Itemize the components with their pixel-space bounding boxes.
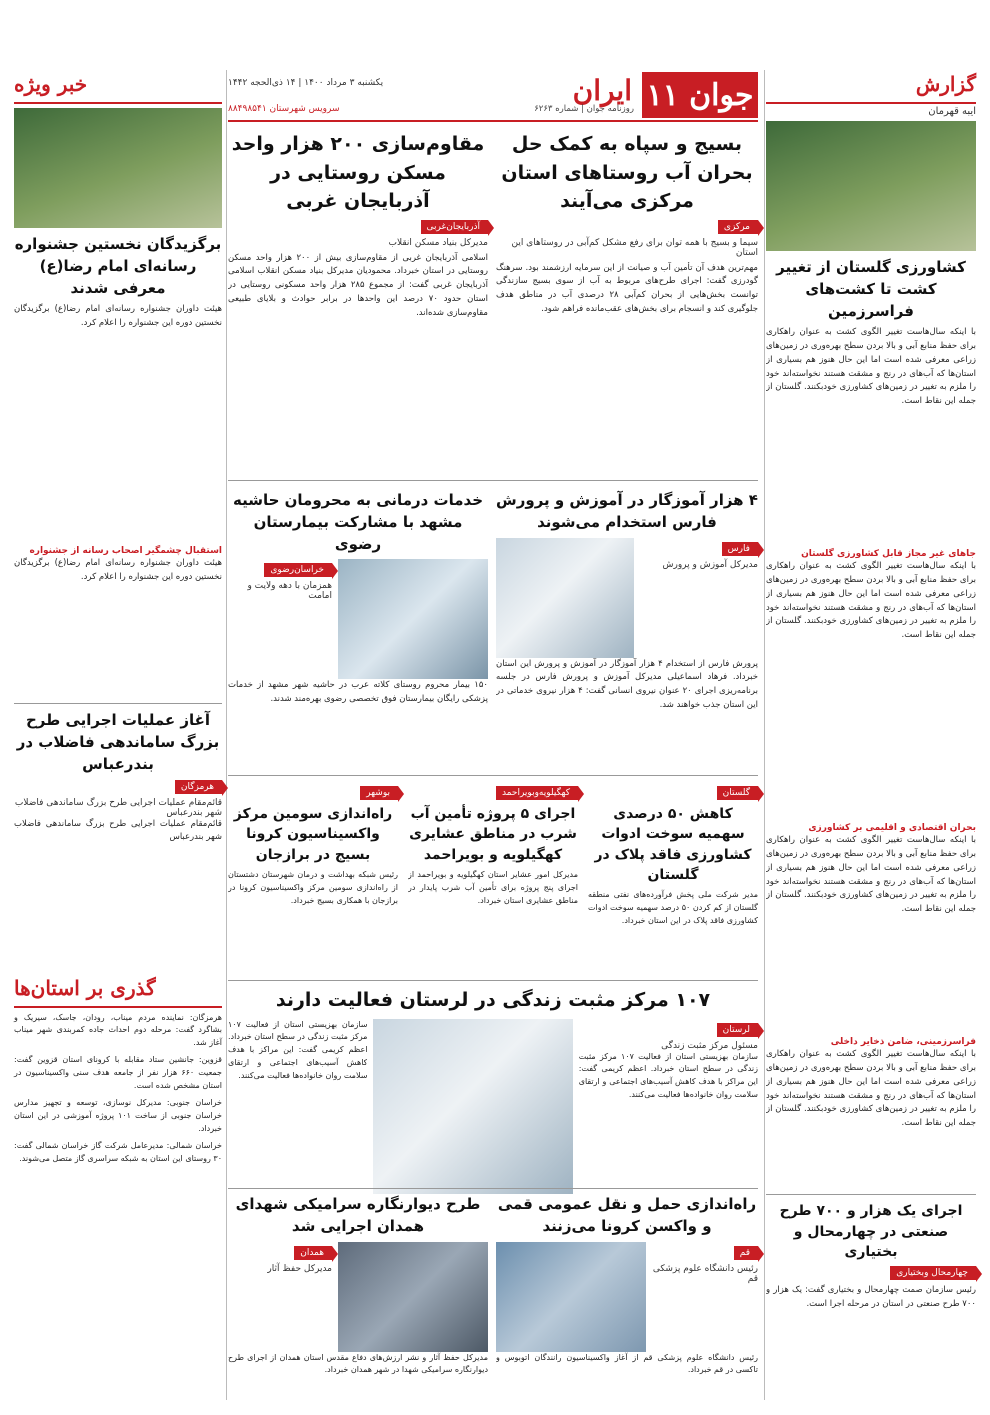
razavi-body: ۱۵۰ بیمار محروم روستای کلاته عرب در حاشیه شهر مشهد از خدمات پزشکی رایگان بیمارستان فوق تخصصی رضوی بهره‌مند شدند.: [228, 680, 488, 705]
special-section-title: خبر ویژه: [14, 72, 88, 96]
qom-story: [496, 1194, 758, 1415]
industry-story: [766, 1194, 976, 1374]
lorestan-body-cont: سازمان بهزیستی استان از فعالیت ۱۰۷ مرکز مثبت زندگی در سطح استان خبرداد. اعظم کریمی گفت: این مراکز با هدف کاهش آسیب‌های اجتماعی و ارتقای سلامت روان خانواده‌ها فعالیت می‌کنند.: [227, 1019, 368, 1081]
divider: [228, 775, 758, 776]
festival-body: هیئت داوران جشنواره رسانه‌ای امام رضا(ع) برگزیدگان نخستین دوره این جشنواره را اعلام کرد.: [14, 558, 222, 583]
lorestan-headline: ۱۰۷ مرکز مثبت زندگی در لرستان فعالیت دارند: [275, 989, 711, 1011]
markazi-headline: بسیج و سپاه به کمک حل بحران آب روستاهای استان مرکزی می‌آیند: [501, 133, 753, 212]
report-body-1: با اینکه سال‌هاست تغییر الگوی کشت به عنوان راهکاری برای حفظ منابع آبی و بالا بردن سطح بهره‌وری در زمین‌های زراعی معرفی شده است اما این حال هنوز هم بسیاری از استان‌ها که آب‌های در رنج و مشقت هستند نخواسته‌اند خود را ملزم به تغییر در زمین‌های کشاورزی خودبکنند. گلستان از جمله این نقاط است.: [766, 561, 976, 641]
azarbaijan-tag: آذربایجان‌غربی: [421, 220, 488, 234]
column-divider: [764, 70, 765, 1400]
lorestan-tag: لرستان: [717, 1023, 758, 1037]
azarbaijan-story: [228, 130, 488, 452]
bushehr-headline: راه‌اندازی سومین مرکز واکسیناسیون کرونا بسیج در برازجان: [233, 806, 393, 863]
kohgiluyeh-body: مدیرکل امور عشایر استان کهگیلویه و بویراحمد از اجرای پنج پروژه برای تأمین آب شرب پایدار در مناطق عشایری استان خبرداد.: [408, 869, 578, 905]
markazi-body: مهم‌ترین هدف آن تأمین آب و صیانت از این سرمایه ارزشمند بود. سرهنگ گودرزی گفت: اجرای طرح‌های مربوط به آب از سوی بسیج سازندگی توانست بخش‌هایی از بحران کم‌آبی ۲۸ درصدی آب در مناطق هدف جلوگیری کند و انسجام برای بخش‌های عقب‌مانده فراهم شود.: [496, 262, 758, 314]
fars-byline: مدیرکل آموزش و پرورش: [662, 559, 758, 570]
golestan-body: مدیر شرکت ملی پخش فرآورده‌های نفتی منطقه گلستان از کم کردن ۵۰ درصد سهمیه سوخت ادوات کشاورزی فاقد پلاک در این استان خبرداد.: [588, 890, 758, 926]
hamedan-body: مدیرکل حفظ آثار و نشر ارزش‌های دفاع مقدس استان همدان از اجرای طرح دیوارنگاره سرامیکی شهدا در شهر همدان خبرداد.: [228, 1352, 488, 1375]
divider: [228, 980, 758, 981]
brief-2: قزوین: جانشین ستاد مقابله با کرونای استان قزوین گفت: جمعیت ۶۶۰ هزار نفر از جامعه هدف سنی واکسیناسیون در استان مشخص شده است.: [14, 1055, 223, 1091]
report-section-title: گزارش: [915, 72, 976, 96]
sewage-body: قائم‌مقام عملیات اجرایی طرح بزرگ ساماندهی فاضلاب شهر بندرعباس: [14, 818, 222, 843]
industry-headline: اجرای یک هزار و ۷۰۰ طرح صنعتی در چهارمحال و بختیاری: [779, 1203, 963, 1260]
report-lead: با اینکه سال‌هاست تغییر الگوی کشت به عنوان راهکاری برای حفظ منابع آبی و بالا بردن سطح بهره‌وری در زمین‌های زراعی معرفی شده است اما این حال هنوز هم بسیاری از استان‌ها که آب‌های در رنج و مشقت هستند نخواسته‌اند خود را ملزم به تغییر در زمین‌های کشاورزی خودبکنند. گلستان از جمله این نقاط است.: [766, 327, 976, 407]
main-news-area: [228, 70, 758, 1405]
special-section-header: [14, 70, 222, 104]
lorestan-byline: مسئول مرکز مثبت زندگی: [661, 1040, 758, 1051]
newspaper-logo: جوان ۱۱: [642, 72, 758, 118]
brief-3: خراسان جنوبی: مدیرکل نوسازی، توسعه و تجهیز مدارس خراسان جنوبی از ساخت ۱۰۱ پروژه آموزشی در این استان خبرداد.: [14, 1098, 222, 1134]
divider: [228, 1188, 758, 1189]
column-divider: [226, 70, 227, 1400]
report-body-3: با اینکه سال‌هاست تغییر الگوی کشت به عنوان راهکاری برای حفظ منابع آبی و بالا بردن سطح بهره‌وری در زمین‌های زراعی معرفی شده است اما این حال هنوز هم بسیاری از استان‌ها که آب‌های در رنج و مشقت هستند نخواسته‌اند خود را ملزم به تغییر در زمین‌های کشاورزی خودبکنند. گلستان از جمله این نقاط است.: [766, 1049, 976, 1129]
fars-story: [496, 490, 758, 768]
festival-subhead: استقبال چشمگیر اصحاب رسانه از جشنواره: [29, 546, 222, 557]
festival-photo: [14, 108, 222, 228]
kohgiluyeh-tag: کهگیلویه‌وبویراحمد: [496, 786, 578, 800]
report-body-2: با اینکه سال‌هاست تغییر الگوی کشت به عنوان راهکاری برای حفظ منابع آبی و بالا بردن سطح بهره‌وری در زمین‌های زراعی معرفی شده است اما این حال هنوز هم بسیاری از استان‌ها که آب‌های در رنج و مشقت هستند نخواسته‌اند خود را ملزم به تغییر در زمین‌های کشاورزی خودبکنند. گلستان از جمله این نقاط است.: [766, 835, 976, 915]
divider: [228, 480, 758, 481]
report-headline: کشاورزی گلستان از تغییر کشت تا کشت‌های فراسرزمین: [776, 258, 966, 320]
markazi-story: [496, 130, 758, 462]
qom-byline: رئیس دانشگاه علوم پزشکی قم: [652, 1263, 758, 1284]
hamedan-tag: همدان: [294, 1246, 332, 1260]
lorestan-body: سازمان بهزیستی استان از فعالیت ۱۰۷ مرکز مثبت زندگی در سطح استان خبرداد. اعظم کریمی گفت: این مراکز با هدف کاهش آسیب‌های اجتماعی و ارتقای سلامت روان خانواده‌ها فعالیت می‌کنند.: [578, 1051, 758, 1100]
qom-body: رئیس دانشگاه علوم پزشکی قم از آغاز واکسیناسیون رانندگان اتوبوس و تاکسی در قم خبرداد.: [496, 1352, 758, 1375]
razavi-headline: خدمات درمانی به محرومان حاشیه مشهد با مشارکت بیمارستان رضوی: [232, 491, 484, 553]
special-news-column: [14, 70, 222, 1405]
kohgiluyeh-headline: اجرای ۵ پروژه تأمین آب شرب در مناطق عشایری کهگیلویه و بویراحمد: [409, 806, 577, 863]
report-section-header: [766, 70, 976, 104]
sewage-story: [14, 703, 222, 967]
sewage-tag: هرمزگان: [175, 780, 222, 794]
golestan-tag: گلستان: [717, 786, 758, 800]
vaccination-photo: [496, 1242, 646, 1352]
report-subhead-3: فراسرزمینی، ضامن ذخایر داخلی: [830, 1037, 976, 1048]
fars-body: پرورش فارس از استخدام ۴ هزار آموزگار در آموزش و پرورش این استان خبرداد. فرهاد اسماعیلی مدیرکل آموزش و پرورش فارس در جلسه برنامه‌ریزی اجرای ۲۰ عنوان نیروی انسانی گفت: ۴ هزار نیروی خدماتی در این استان جذب خواهند شد.: [496, 658, 758, 710]
clinic-photo: [338, 559, 488, 679]
razavi-tag: خراسان‌رضوی: [264, 563, 332, 577]
classroom-photo: [496, 538, 634, 658]
provinces-section-header: [14, 974, 222, 1008]
report-author: ایبه قهرمان: [928, 106, 976, 117]
report-subhead-1: جاهای غیر مجاز قابل کشاورزی گلستان: [801, 549, 976, 560]
hamedan-headline: طرح دیوارنگاره سرامیکی شهدای همدان اجرایی شد: [235, 1195, 481, 1235]
farm-photo: [766, 121, 976, 251]
markazi-tag: مرکزی: [718, 220, 758, 234]
sewage-headline: آغاز عملیات اجرایی طرح بزرگ ساماندهی فاضلاب در بندرعباس: [16, 711, 220, 773]
razavi-story: [228, 490, 488, 789]
qom-tag: قم: [734, 1246, 758, 1260]
lorestan-story: [228, 986, 758, 1194]
markazi-byline: سیما و بسیج با همه توان برای رفع مشکل کم‌آبی در روستاهای این استان: [511, 237, 758, 258]
issue-date: یکشنبه ۳ مرداد ۱۴۰۰ | ۱۴ ذی‌الحجه ۱۴۴۲: [228, 78, 384, 88]
page-brand: ایران: [572, 74, 632, 107]
sewage-byline: قائم‌مقام عملیات اجرایی طرح بزرگ ساماندهی فاضلاب شهر بندرعباس: [14, 797, 222, 818]
provinces-section-title: گذری بر استان‌ها: [14, 975, 156, 1000]
qom-headline: راه‌اندازی حمل و نقل عمومی قمی و واکسن کرونا می‌زنند: [497, 1195, 757, 1235]
mural-photo: [338, 1242, 488, 1352]
hamedan-byline: مدیرکل حفظ آثار: [267, 1263, 332, 1274]
brief-4: خراسان شمالی: مدیرعامل شرکت گاز خراسان شمالی گفت: ۳۰ روستای این استان به شبکه سراسری گاز متصل می‌شوند.: [14, 1141, 222, 1164]
fars-headline: ۴ هزار آموزگار در آموزش و پرورش فارس استخدام می‌شوند: [496, 491, 758, 531]
report-column: [766, 70, 976, 1405]
golestan-headline: کاهش ۵۰ درصدی سهمیه سوخت ادوات کشاورزی فاقد پلاک در گلستان: [594, 806, 752, 883]
bushehr-tag: بوشهر: [360, 786, 398, 800]
festival-lead: هیئت داوران جشنواره رسانه‌ای امام رضا(ع) برگزیدگان نخستین دوره این جشنواره را اعلام کرد.: [14, 304, 222, 329]
industry-lead: رئیس سازمان صمت چهارمحال و بختیاری گفت: یک هزار و ۷۰۰ طرح صنعتی در استان در مرحله اجرا است.: [766, 1285, 976, 1309]
report-subhead-2: بحران اقتصادی و اقلیمی بر کشاورزی: [808, 823, 976, 834]
industry-tag: چهارمحال وبختیاری: [890, 1266, 976, 1280]
hamedan-story: [228, 1194, 488, 1415]
fars-tag: فارس: [722, 542, 758, 556]
azarbaijan-byline: مدیرکل بنیاد مسکن انقلاب: [388, 237, 488, 248]
azarbaijan-headline: مقاوم‌سازی ۲۰۰ هزار واحد مسکن روستایی در آذربایجان غربی: [231, 133, 485, 212]
issue-number: روزنامه جوان | شماره ۶۲۶۳: [534, 104, 634, 114]
azarbaijan-body: اسلامی آذربایجان غربی از مقاوم‌سازی بیش از ۲۰۰ هزار واحد مسکن روستایی در استان خبرداد. محمودیان مدیرکل بنیاد مسکن انقلاب اسلامی آذربایجان غربی گفت: از مجموع ۲۸۵ هزار واحد مسکونی روستایی در استان حدود ۷۰ درصد این واحدها در برابر حوادث و بلایای طبیعی مقاوم‌سازی شده‌اند.: [228, 252, 488, 318]
bushehr-body: رئیس شبکه بهداشت و درمان شهرستان دشتستان از راه‌اندازی سومین مرکز واکسیناسیون کرونا در برازجان با همکاری بسیج خبرداد.: [228, 869, 398, 905]
brief-1: هرمزگان: نماینده مردم میناب، رودان، جاسک، سیریک و بشاگرد گفت: مرحله دوم احداث جاده کمربندی شهر میناب آغاز شد.: [14, 1012, 222, 1048]
care-center-photo: [373, 1019, 572, 1194]
festival-headline: برگزیدگان نخستین جشنواره رسانه‌ای امام رضا(ع) معرفی شدند: [14, 235, 222, 297]
service-phone: سرویس شهرستان ۸۸۴۹۸۵۴۱: [228, 104, 340, 114]
razavi-byline: همزمان با دهه ولایت و امامت: [247, 581, 332, 602]
